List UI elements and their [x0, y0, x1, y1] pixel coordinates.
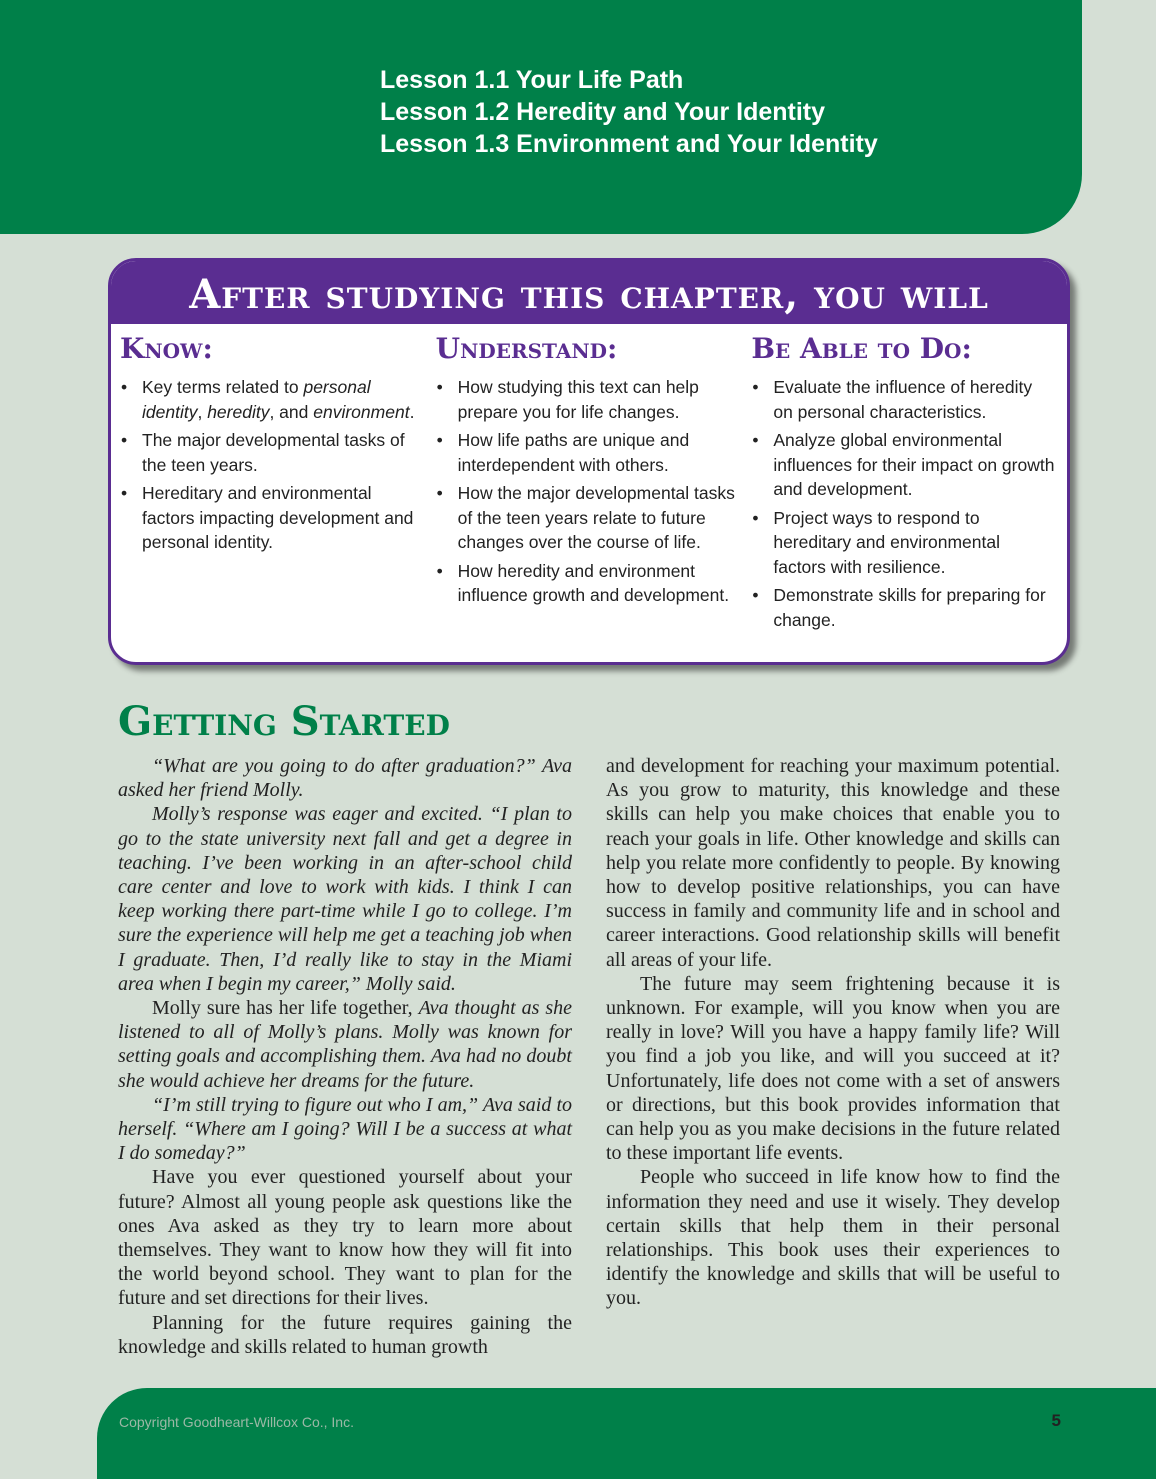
- understand-item: • How the major developmental tasks of the teen years relate to future changes over the course of life.: [436, 481, 740, 555]
- lesson-1-3: Lesson 1.3 Environment and Your Identity: [380, 130, 878, 158]
- lesson-1-2: Lesson 1.2 Heredity and Your Identity: [380, 98, 826, 126]
- lesson-list: [380, 64, 878, 160]
- objectives-box: [108, 258, 1070, 665]
- chapter-header: [0, 0, 1082, 234]
- know-column: [120, 332, 436, 636]
- understand-item: • How life paths are unique and interdependent with others.: [436, 428, 740, 477]
- know-item: • Hereditary and environmental factors impacting development and personal identity.: [120, 481, 424, 555]
- know-item: • Key terms related to personal identity, heredity, and environment.: [120, 375, 424, 424]
- paragraph: Have you ever questioned yourself about your future? Almost all young people ask questions like the ones Ava asked as they try to learn more about themselves. They want to know how they will fit into the world beyond school. They want to plan for the future and set directions for their lives.: [118, 1166, 572, 1310]
- getting-started-heading: Getting Started: [118, 698, 450, 745]
- body-column-left: [118, 754, 572, 1359]
- paragraph: The future may seem frightening because it is unknown. For example, will you know when you are really in love? Will you have a happy family life? Will you find a job you like, and will you succeed at it? Unfortunately, life does not come with a set of answers or directions, but this book provides information that can help you as you make decisions in the future related to these important life events.: [606, 972, 1060, 1165]
- page-footer: [97, 1388, 1156, 1479]
- do-item: • Evaluate the influence of heredity on personal characteristics.: [751, 375, 1055, 424]
- do-item: • Demonstrate skills for preparing for change.: [751, 583, 1055, 632]
- lesson-1-1: Lesson 1.1 Your Life Path: [380, 66, 684, 94]
- paragraph: Planning for the future requires gaining the knowledge and skills related to human growth: [118, 1311, 572, 1358]
- page-number: 5: [1051, 1411, 1061, 1430]
- understand-column: [436, 332, 752, 636]
- understand-item: • How heredity and environment influence growth and development.: [436, 559, 740, 608]
- be-able-to-do-column: [751, 332, 1067, 636]
- understand-item: • How studying this text can help prepare you for life changes.: [436, 375, 740, 424]
- paragraph: People who succeed in life know how to find the information they need and use it wisely. They develop certain skills that help them in their personal relationships. This book uses their experiences to identify the knowledge and skills that will be useful to you.: [606, 1166, 1060, 1310]
- be-able-to-do-heading: Be Able to Do:: [751, 332, 972, 365]
- objectives-title: After studying this chapter, you will: [111, 261, 1067, 324]
- paragraph: “I’m still trying to figure out who I am,” Ava said to herself. “Where am I going? Will I be a success at what I do someday?”: [118, 1093, 572, 1165]
- know-heading: Know:: [120, 332, 213, 365]
- copyright: Copyright Goodheart-Willcox Co., Inc.: [119, 1414, 354, 1430]
- paragraph: Molly sure has her life together, Ava thought as she listened to all of Molly’s plans. Molly was known for setting goals and accomplishing them. Ava had no doubt she would achieve her dreams for the future.: [118, 997, 572, 1092]
- know-item: • The major developmental tasks of the teen years.: [120, 428, 424, 477]
- understand-heading: Understand:: [435, 332, 618, 365]
- do-item: • Project ways to respond to hereditary and environmental factors with resilience.: [751, 506, 1055, 580]
- body-column-right: [606, 754, 1060, 1311]
- paragraph: and development for reaching your maximum potential. As you grow to maturity, this knowledge and these skills can help you make choices that enable you to reach your goals in life. Other knowledge and skills can help you relate more confidently to people. By knowing how to develop positive relationships, you can have success in family and community life and in school and career interactions. Good relationship skills will benefit all areas of your life.: [606, 755, 1060, 971]
- paragraph: Molly’s response was eager and excited. “I plan to go to the state university next fall and get a degree in teaching. I’ve been working in an after-school child care center and love to work with kids. I think I can keep working there part-time while I go to college. I’m sure the experience will help me get a teaching job when I graduate. Then, I’d really like to stay in the Miami area when I begin my career,” Molly said.: [118, 803, 572, 995]
- paragraph: “What are you going to do after graduation?” Ava asked her friend Molly.: [118, 755, 572, 802]
- do-item: • Analyze global environmental influences for their impact on growth and development.: [751, 428, 1055, 502]
